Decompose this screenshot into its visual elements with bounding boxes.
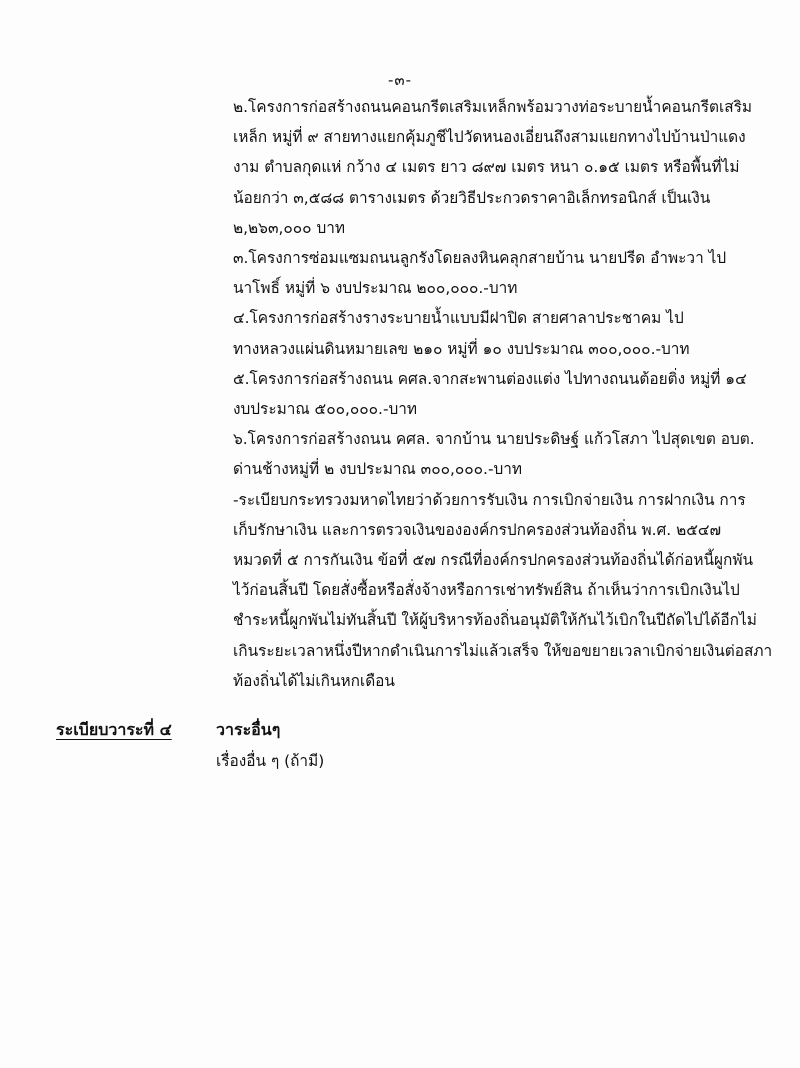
body-line: ทางหลวงแผ่นดินหมายเลข ๒๑๐ หมู่ที่ ๑๐ งบประมาณ ๓๐๐,๐๐๐.-บาท [233,339,690,358]
body-line: ด่านช้างหมู่ที่ ๒ งบประมาณ ๓๐๐,๐๐๐.-บาท [233,460,523,479]
body-line: ๒,๒๖๓,๐๐๐ บาท [233,218,345,237]
body-line: เกินระยะเวลาหนึ่งปีหากดำเนินการไม่แล้วเสร็จ ให้ขอขยายเวลาเบิกจ่ายเงินต่อสภา [233,641,773,660]
agenda-title: วาระอื่นๆ [216,720,281,739]
body-line: ๕.โครงการก่อสร้างถนน คศล.จากสะพานต่องแต่ง ไปทางถนนต้อยติ่ง หมู่ที่ ๑๔ [233,369,747,388]
body-line: งาม ตำบลกุดแห่ กว้าง ๔ เมตร ยาว ๘๙๗ เมตร หนา ๐.๑๕ เมตร หรือพื้นที่ไม่ [233,158,740,177]
body-line: เก็บรักษาเงิน และการตรวจเงินขององค์กรปกครองส่วนท้องถิ่น พ.ศ. ๒๕๔๗ [233,520,722,539]
body-line: ๔.โครงการก่อสร้างรางระบายน้ำแบบมีฝาปิด สายศาลาประชาคม ไป [233,309,684,328]
agenda-label: ระเบียบวาระที่ ๔ [56,720,172,739]
body-line: เหล็ก หมู่ที่ ๙ สายทางแยกคุ้มภูชีไปวัดหนองเอี่ยนถึงสามแยกทางไปบ้านป่าแดง [233,128,746,147]
body-line: ชำระหนี้ผูกพันไม่ทันสิ้นปี ให้ผู้บริหารท้องถิ่นอนุมัติให้กันไว้เบิกในปีถัดไปได้อีกไม่ [233,611,757,630]
body-line: หมวดที่ ๕ การกันเงิน ข้อที่ ๕๗ กรณีที่องค์กรปกครองส่วนท้องถิ่นได้ก่อหนี้ผูกพัน [233,551,753,570]
page-number: -๓- [387,71,413,89]
body-line: ท้องถิ่นได้ไม่เกินหกเดือน [233,671,395,690]
body-line: ๖.โครงการก่อสร้างถนน คศล. จากบ้าน นายประดิษฐ์ แก้วโสภา ไปสุดเขต อบต. [233,430,755,449]
body-line: งบประมาณ ๕๐๐,๐๐๐.-บาท [233,400,418,419]
body-text [233,92,773,696]
body-line: น้อยกว่า ๓,๕๘๘ ตารางเมตร ด้วยวิธีประกวดราคาอิเล็กทรอนิกส์ เป็นเงิน [233,188,711,207]
body-line: ๓.โครงการซ่อมแซมถนนลูกรังโดยลงหินคลุกสายบ้าน นายปรีด อำพะวา ไป [233,249,727,268]
body-line: -ระเบียบกระทรวงมหาดไทยว่าด้วยการรับเงิน การเบิกจ่ายเงิน การฝากเงิน การ [233,490,746,509]
agenda-subtitle: เรื่องอื่น ๆ (ถ้ามี) [216,752,325,770]
body-line: ๒.โครงการก่อสร้างถนนคอนกรีตเสริมเหล็กพร้อมวางท่อระบายน้ำคอนกรีตเสริม [233,98,753,116]
body-line: ไว้ก่อนสิ้นปี โดยสั่งซื้อหรือสั่งจ้างหรือการเช่าทรัพย์สิน ถ้าเห็นว่าการเบิกเงินไป [233,581,740,600]
body-line: นาโพธิ์ หมู่ที่ ๖ งบประมาณ ๒๐๐,๐๐๐.-บาท [233,279,518,298]
